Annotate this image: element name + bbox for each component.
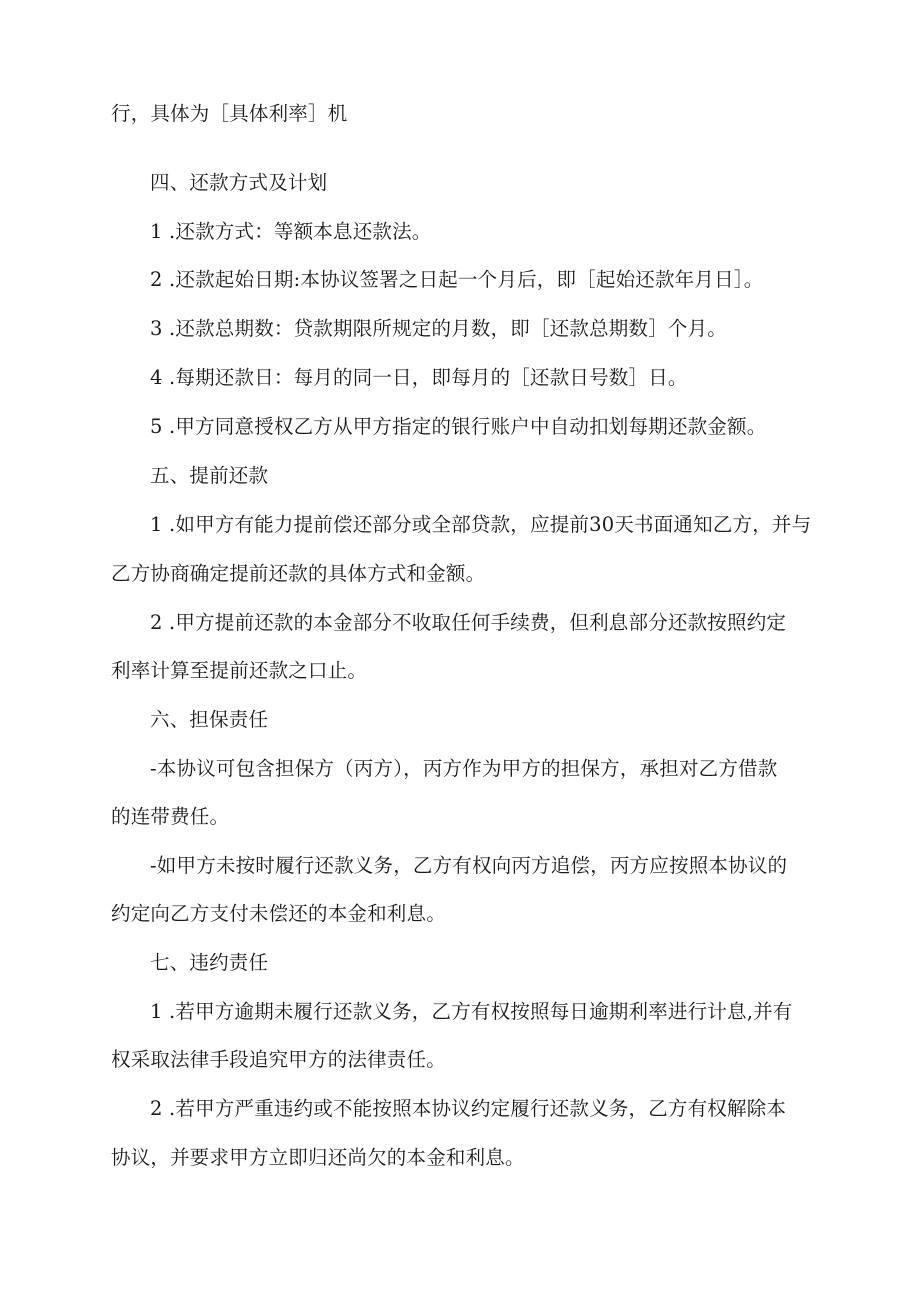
paragraph-line: 权采取法律手段追究甲方的法律责任。 <box>111 1048 446 1071</box>
paragraph-line: -本协议可包含担保方（丙方），丙方作为甲方的担保方，承担对乙方借款 <box>150 757 778 780</box>
paragraph-line: 行，具体为［具体利率］机 <box>111 102 348 125</box>
paragraph-line: 乙方协商确定提前还款的具体方式和金额。 <box>111 562 486 585</box>
paragraph-line: 2 .甲方提前还款的本金部分不收取任何手续费，但利息部分还款按照约定 <box>150 611 787 634</box>
section-heading: 四、还款方式及计划 <box>150 171 328 194</box>
paragraph-line: 2 .还款起始日期:本协议签署之日起一个月后，即［起始还款年月日］。 <box>150 268 764 291</box>
paragraph-line: 3 .还款总期数：贷款期限所规定的月数，即［还款总期数］个月。 <box>150 317 728 340</box>
paragraph-line: -如甲方未按时履行还款义务，乙方有权向丙方追偿，丙方应按照本协议的 <box>150 854 788 877</box>
section-heading: 七、违约责任 <box>150 951 269 974</box>
paragraph-line: 5 .甲方同意授权乙方从甲方指定的银行账户中自动扣划每期还款金额。 <box>150 415 767 438</box>
paragraph-line: 的连带费任。 <box>111 805 230 828</box>
paragraph-line: 约定向乙方支付未偿还的本金和利息。 <box>111 902 446 925</box>
paragraph-line: 协议，并要求甲方立即归还尚欠的本金和利息。 <box>111 1146 525 1169</box>
section-heading: 六、担保责任 <box>150 708 269 731</box>
paragraph-line: 1 .如甲方有能力提前偿还部分或全部贷款，应提前30天书面通知乙方，并与 <box>150 513 812 536</box>
paragraph-line: 1 .还款方式：等额本息还款法。 <box>150 220 432 243</box>
section-heading: 五、提前还款 <box>150 464 269 487</box>
paragraph-line: 4 .每期还款日：每月的同一日，即每月的［还款日号数］日。 <box>150 366 688 389</box>
paragraph-line: 利率计算至提前还款之口止。 <box>111 659 368 682</box>
paragraph-line: 1 .若甲方逾期未履行还款义务，乙方有权按照每日逾期利率进行计息,并有 <box>150 1000 793 1023</box>
paragraph-line: 2 .若甲方严重违约或不能按照本协议约定履行还款义务，乙方有权解除本 <box>150 1097 787 1120</box>
